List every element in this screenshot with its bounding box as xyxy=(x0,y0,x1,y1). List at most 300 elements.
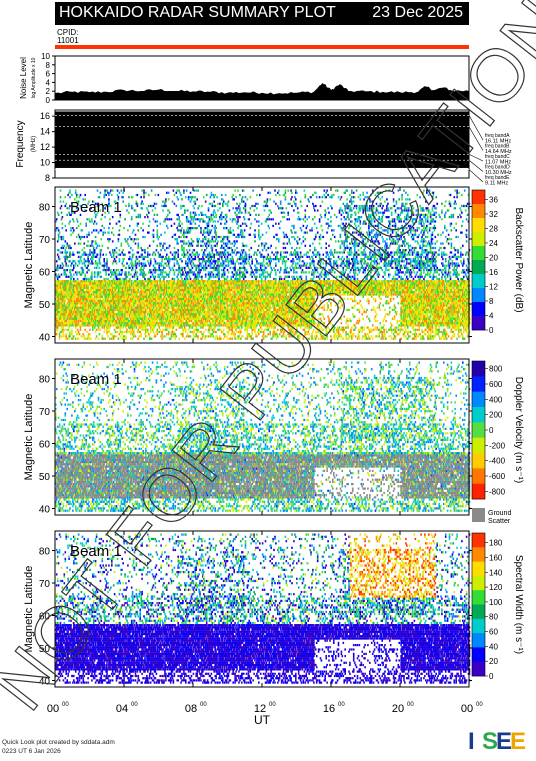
power-cell xyxy=(70,316,72,318)
power-cell xyxy=(69,196,71,198)
power-cell xyxy=(61,291,63,293)
power-cell xyxy=(82,249,84,251)
power-cell xyxy=(75,262,77,264)
power-cell xyxy=(83,269,85,271)
power-cell xyxy=(67,194,69,196)
power-cell xyxy=(65,196,67,198)
power-cell xyxy=(83,254,85,256)
power-cell xyxy=(74,243,76,245)
power-cell xyxy=(82,262,84,264)
plot-date: 23 Dec 2025 xyxy=(372,4,463,22)
frequency-ytick-label: 12 xyxy=(40,142,50,152)
power-cell xyxy=(65,205,67,207)
power-cell xyxy=(72,269,74,271)
frequency-band-name: freq bandA xyxy=(485,133,510,139)
power-cell xyxy=(60,190,62,192)
power-cell xyxy=(79,251,81,253)
power-cell xyxy=(78,234,80,236)
power-cell xyxy=(69,318,71,320)
power-cell xyxy=(69,256,71,258)
power-cell xyxy=(84,236,86,238)
power-cell xyxy=(62,227,64,229)
power-cell xyxy=(77,304,79,306)
power-cell xyxy=(70,254,72,256)
power-cell xyxy=(79,262,81,264)
power-panel xyxy=(23,187,524,344)
power-cell xyxy=(74,298,76,300)
power-cell xyxy=(69,251,71,253)
power-cell xyxy=(70,234,72,236)
power-cell xyxy=(68,327,70,329)
power-cell xyxy=(77,220,79,222)
power-cell xyxy=(60,265,62,267)
power-cell xyxy=(80,320,82,322)
power-cell xyxy=(59,335,61,337)
cpid-label: CPID: xyxy=(57,29,79,37)
power-cell xyxy=(81,274,83,276)
power-cell xyxy=(70,285,72,287)
power-cell xyxy=(77,329,79,331)
frequency-ytick-label: 16 xyxy=(40,111,50,121)
power-cell xyxy=(83,309,85,311)
power-cell xyxy=(72,338,74,340)
power-cell xyxy=(84,338,86,340)
power-cell xyxy=(62,216,64,218)
power-cell xyxy=(61,218,63,220)
power-cell xyxy=(74,282,76,284)
power-cell xyxy=(84,280,86,282)
power-cell xyxy=(58,229,60,231)
power-cell xyxy=(63,247,65,249)
power-cell xyxy=(81,313,83,315)
power-cell xyxy=(64,298,66,300)
power-cell xyxy=(63,335,65,337)
power-cell xyxy=(84,247,86,249)
frequency-band-name: freq bandC xyxy=(485,154,510,160)
power-cell xyxy=(66,338,68,340)
power-cell xyxy=(59,258,61,260)
power-cell xyxy=(84,276,86,278)
power-cell xyxy=(68,300,70,302)
frequency-band-value: 14.64 MHz xyxy=(485,149,512,155)
power-cell xyxy=(68,223,70,225)
power-cell xyxy=(68,304,70,306)
frequency-fill xyxy=(55,111,469,167)
frequency-ylabel: Frequency xyxy=(15,120,26,167)
power-cell xyxy=(76,227,78,229)
power-cell xyxy=(75,296,77,298)
power-cell xyxy=(70,269,72,271)
power-cell xyxy=(69,287,71,289)
power-cell xyxy=(65,229,67,231)
power-cell xyxy=(65,260,67,262)
power-cell xyxy=(72,232,74,234)
power-cell xyxy=(67,329,69,331)
frequency-band-value: 11.07 MHz xyxy=(485,160,511,166)
power-cell xyxy=(65,318,67,320)
power-cell xyxy=(57,227,59,229)
power-cell xyxy=(70,304,72,306)
power-cell xyxy=(61,274,63,276)
power-cell xyxy=(73,267,75,269)
frequency-band-name: freq bandD xyxy=(485,165,510,171)
frequency-band-value: 16.11 MHz xyxy=(485,139,511,145)
power-cell xyxy=(77,333,79,335)
power-cell xyxy=(78,338,80,340)
power-cell xyxy=(65,335,67,337)
frequency-band-value: 9.11 MHz xyxy=(485,181,508,187)
power-cell xyxy=(61,205,63,207)
power-cell xyxy=(77,307,79,309)
frequency-band-name: freq bandE xyxy=(485,175,510,181)
noise-ytick-label: 0 xyxy=(46,96,51,105)
power-cell xyxy=(82,335,84,337)
power-cell xyxy=(70,265,72,267)
power-cell xyxy=(80,243,82,245)
power-cell xyxy=(62,245,64,247)
power-cell xyxy=(73,274,75,276)
power-cell xyxy=(57,240,59,242)
power-cell xyxy=(71,194,73,196)
frequency-ytick-label: 10 xyxy=(40,158,50,168)
power-cell xyxy=(72,251,74,253)
power-cell xyxy=(59,338,61,340)
power-cell xyxy=(78,322,80,324)
power-cell xyxy=(65,300,67,302)
power-cell xyxy=(65,322,67,324)
power-cell xyxy=(75,271,77,273)
power-cell xyxy=(79,291,81,293)
power-cell xyxy=(58,238,60,240)
power-cell xyxy=(59,333,61,335)
power-cell xyxy=(65,203,67,205)
noise-ytick-label: 2 xyxy=(46,87,51,96)
power-cell xyxy=(84,335,86,337)
power-cell xyxy=(85,320,87,322)
power-cell xyxy=(56,333,58,335)
power-cell xyxy=(63,265,65,267)
plot-title: HOKKAIDO RADAR SUMMARY PLOT xyxy=(59,4,336,22)
power-cell xyxy=(80,238,82,240)
power-cell xyxy=(57,329,59,331)
power-cell xyxy=(74,289,76,291)
frequency-band-leader xyxy=(469,169,483,182)
power-cell xyxy=(60,309,62,311)
power-cell xyxy=(73,254,75,256)
power-cell xyxy=(56,260,58,262)
power-cell xyxy=(61,335,63,337)
power-cell xyxy=(71,276,73,278)
frequency-ytick-label: 14 xyxy=(40,127,50,137)
power-cell xyxy=(66,214,68,216)
power-cell xyxy=(77,316,79,318)
power-cell xyxy=(63,236,65,238)
power-cell xyxy=(61,327,63,329)
power-cell xyxy=(69,276,71,278)
power-cell xyxy=(76,274,78,276)
power-cell xyxy=(57,269,59,271)
power-cell xyxy=(75,190,77,192)
power-cell xyxy=(75,331,77,333)
power-cell xyxy=(72,218,74,220)
power-cell xyxy=(61,318,63,320)
power-cell xyxy=(74,300,76,302)
cpid-bar xyxy=(55,45,469,49)
power-cell xyxy=(61,236,63,238)
power-cell xyxy=(67,265,69,267)
power-cell xyxy=(84,243,86,245)
power-cell xyxy=(69,245,71,247)
power-cell xyxy=(76,218,78,220)
power-cell xyxy=(58,309,60,311)
power-cell xyxy=(65,329,67,331)
power-cell xyxy=(78,320,80,322)
power-cell xyxy=(84,274,86,276)
power-cell xyxy=(78,243,80,245)
power-cell xyxy=(66,243,68,245)
power-cell xyxy=(64,302,66,304)
power-cell xyxy=(78,225,80,227)
power-cell xyxy=(57,320,59,322)
power-cell xyxy=(65,311,67,313)
power-cell xyxy=(66,293,68,295)
power-cell xyxy=(84,262,86,264)
power-cell xyxy=(58,298,60,300)
power-cell xyxy=(58,249,60,251)
power-cell xyxy=(83,271,85,273)
power-cell xyxy=(84,329,86,331)
power-cell xyxy=(62,320,64,322)
power-cell xyxy=(60,287,62,289)
noise-ytick-label: 4 xyxy=(46,78,51,87)
power-cell xyxy=(57,254,59,256)
power-cell xyxy=(79,236,81,238)
power-cell xyxy=(71,331,73,333)
power-cell xyxy=(58,289,60,291)
power-cell xyxy=(69,220,71,222)
power-cell xyxy=(69,192,71,194)
power-cell xyxy=(58,313,60,315)
noise-ytick-label: 8 xyxy=(46,61,51,70)
power-cell xyxy=(60,207,62,209)
power-cell xyxy=(60,201,62,203)
power-cell xyxy=(57,267,59,269)
power-cell xyxy=(85,280,87,282)
power-cell xyxy=(78,256,80,258)
power-cell xyxy=(67,280,69,282)
power-cell xyxy=(64,304,66,306)
power-cell xyxy=(80,223,82,225)
frequency-band-leader xyxy=(469,154,483,161)
power-cell xyxy=(62,282,64,284)
power-cell xyxy=(58,234,60,236)
noise-ytick-label: 6 xyxy=(46,70,51,79)
power-cell xyxy=(59,320,61,322)
power-cell xyxy=(84,285,86,287)
frequency-ylabel-sub: (MHz) xyxy=(31,136,37,152)
power-cell xyxy=(65,265,67,267)
cpid-value: 11001 xyxy=(57,37,79,45)
power-cell xyxy=(58,214,60,216)
power-cell xyxy=(59,232,61,234)
power-cell xyxy=(77,265,79,267)
power-cell xyxy=(80,298,82,300)
power-cell xyxy=(64,274,66,276)
power-cell xyxy=(84,318,86,320)
power-cell xyxy=(73,278,75,280)
power-cell xyxy=(71,262,73,264)
power-cell xyxy=(57,285,59,287)
power-cell xyxy=(62,251,64,253)
power-cell xyxy=(77,271,79,273)
power-cell xyxy=(66,269,68,271)
power-cell xyxy=(80,258,82,260)
power-cell xyxy=(65,316,67,318)
power-cell xyxy=(84,265,86,267)
power-cell xyxy=(69,331,71,333)
frequency-band-leader xyxy=(469,160,483,171)
power-cell xyxy=(57,327,59,329)
power-cell xyxy=(66,304,68,306)
power-cell xyxy=(69,260,71,262)
power-cell xyxy=(71,329,73,331)
power-cell xyxy=(63,333,65,335)
power-cell xyxy=(63,331,65,333)
power-cell xyxy=(82,307,84,309)
power-cell xyxy=(73,335,75,337)
power-cell xyxy=(84,282,86,284)
power-cell xyxy=(70,229,72,231)
frequency-ytick-label: 8 xyxy=(45,173,50,183)
power-cell xyxy=(82,267,84,269)
power-cell xyxy=(79,196,81,198)
power-cell xyxy=(83,311,85,313)
power-cell xyxy=(66,207,68,209)
power-cell xyxy=(80,309,82,311)
power-cell xyxy=(85,278,87,280)
power-cell xyxy=(63,201,65,203)
power-cell xyxy=(63,238,65,240)
frequency-band-value: 10.30 MHz xyxy=(485,170,512,176)
power-cell xyxy=(80,304,82,306)
power-cell xyxy=(78,289,80,291)
power-cell xyxy=(65,291,67,293)
power-cell xyxy=(82,229,84,231)
power-cell xyxy=(69,324,71,326)
power-cell xyxy=(70,247,72,249)
power-cell xyxy=(57,212,59,214)
power-cell xyxy=(58,274,60,276)
noise-ylabel: Noise Level xyxy=(19,57,28,99)
power-cell xyxy=(71,287,73,289)
power-cell xyxy=(84,251,86,253)
power-cell xyxy=(76,320,78,322)
power-cell xyxy=(68,320,70,322)
power-cell xyxy=(84,194,86,196)
power-cell xyxy=(66,289,68,291)
power-cell xyxy=(72,227,74,229)
power-cell xyxy=(69,190,71,192)
power-cell xyxy=(85,311,87,313)
power-cell xyxy=(64,329,66,331)
power-cell xyxy=(77,194,79,196)
power-cell xyxy=(61,331,63,333)
power-cell xyxy=(57,265,59,267)
power-cell xyxy=(65,271,67,273)
power-cell xyxy=(65,225,67,227)
power-cell xyxy=(65,320,67,322)
power-cell xyxy=(79,333,81,335)
power-cell xyxy=(69,335,71,337)
power-cell xyxy=(63,327,65,329)
power-cell xyxy=(57,318,59,320)
power-cell xyxy=(65,247,67,249)
power-cell xyxy=(61,238,63,240)
power-cell xyxy=(75,327,77,329)
power-cell xyxy=(77,278,79,280)
power-cell xyxy=(74,265,76,267)
power-cell xyxy=(81,260,83,262)
power-cell xyxy=(61,247,63,249)
power-cell xyxy=(76,196,78,198)
power-cell xyxy=(67,256,69,258)
power-cell xyxy=(60,196,62,198)
power-cell xyxy=(59,302,61,304)
power-cell xyxy=(57,278,59,280)
power-cell xyxy=(65,262,67,264)
power-cell xyxy=(72,309,74,311)
power-cell xyxy=(58,256,60,258)
power-cell xyxy=(68,338,70,340)
power-cell xyxy=(66,258,68,260)
power-cell xyxy=(80,324,82,326)
power-cell xyxy=(67,285,69,287)
power-cell xyxy=(72,324,74,326)
power-cell xyxy=(70,298,72,300)
power-cell xyxy=(66,245,68,247)
power-cell xyxy=(81,256,83,258)
noise-ytick-label: 10 xyxy=(41,52,50,61)
power-cell xyxy=(76,236,78,238)
power-cell xyxy=(65,274,67,276)
power-cell xyxy=(74,260,76,262)
power-cell xyxy=(67,324,69,326)
frequency-band-leader xyxy=(469,115,483,140)
frequency-band-leader xyxy=(469,127,483,151)
power-cell xyxy=(74,320,76,322)
power-cell xyxy=(62,223,64,225)
power-cell xyxy=(62,262,64,264)
power-cell xyxy=(84,300,86,302)
power-cell xyxy=(73,229,75,231)
power-cell xyxy=(78,331,80,333)
power-cell xyxy=(61,212,63,214)
power-cell xyxy=(80,194,82,196)
power-cell xyxy=(83,333,85,335)
power-cell xyxy=(69,271,71,273)
power-cell xyxy=(65,276,67,278)
power-cell xyxy=(62,267,64,269)
power-cell xyxy=(76,311,78,313)
power-cell xyxy=(76,318,78,320)
power-cell xyxy=(67,316,69,318)
power-cell xyxy=(73,220,75,222)
power-cell xyxy=(58,300,60,302)
power-cell xyxy=(75,280,77,282)
power-cell xyxy=(63,293,65,295)
power-cell xyxy=(79,260,81,262)
power-cell xyxy=(80,329,82,331)
